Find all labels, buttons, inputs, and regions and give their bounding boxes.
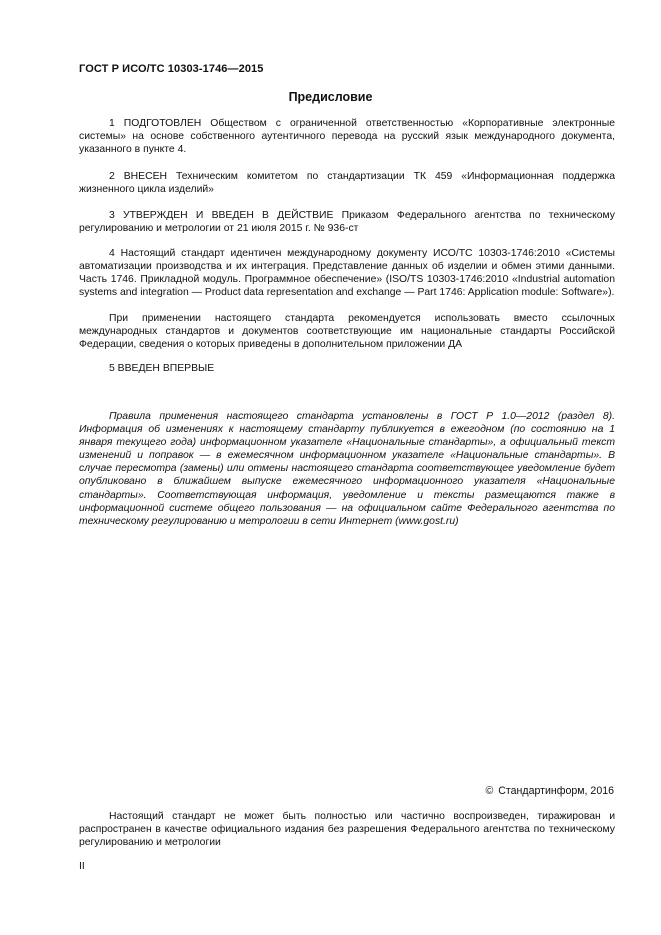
reproduction-restriction-note: Настоящий стандарт не может быть полностью или частично воспроизведен, тиражирован и распространен в качестве официального издания без разрешения Федерального агентства по техническому регулированию и метрологии — [79, 811, 615, 849]
copyright-line — [486, 785, 614, 797]
paragraph-references: При применении настоящего стандарта рекомендуется использовать вместо ссылочных международных стандартов и документов соответствующие им национальные стандарты Российской Федерации, сведения о которых приведены в дополнительном приложении ДА — [79, 313, 615, 350]
paragraph-identical: 4 Настоящий стандарт идентичен международному документу ИСО/ТС 10303-1746:2010 «Системы автоматизации производства и их интеграция. Представление данных об изделии и обмен этими данными. Часть 1746. Прикладной модуль. Программное обеспечение» (ISO/TS 10303-1746:2010 «Industrial automation systems and integration — Product data representation and exchange — Part 1746: Application module: Software»). — [79, 248, 615, 298]
paragraph-first-introduced: 5 ВВЕДЕН ВПЕРВЫЕ — [109, 363, 215, 374]
application-rules-notice: Правила применения настоящего стандарта установлены в ГОСТ Р 1.0—2012 (раздел 8). Информация об изменениях к настоящему стандарту публикуется в ежегодном (по состоянию на 1 января текущего года) информационном указателе «Национальные стандарты», а официальный текст изменений и поправок — в ежемесячном информационном указателе «Национальные стандарты». В случае пересмотра (замены) или отмены настоящего стандарта соответствующее уведомление будет опубликовано в ближайшем выпуске ежемесячного информационного указателя «Национальные стандарты». Соответствующая информация, уведомление и тексты размещаются также в информационной системе общего пользования — на официальном сайте Федерального агентства по техническому регулированию и метрологии в сети Интернет (www.gost.ru) — [79, 411, 615, 527]
paragraph-prepared: 1 ПОДГОТОВЛЕН Обществом с ограниченной ответственностью «Корпоративные электронные системы» на основе собственного аутентичного перевода на русский язык международного документа, указанного в пункте 4. — [79, 118, 615, 155]
paragraph-introduced: 2 ВНЕСЕН Техническим комитетом по стандартизации ТК 459 «Информационная поддержка жизненного цикла изделий» — [79, 171, 615, 195]
standard-code-header: ГОСТ Р ИСО/ТС 10303-1746—2015 — [79, 63, 264, 75]
copyright-text: Стандартинформ, 2016 — [498, 785, 614, 797]
page-title: Предисловие — [288, 90, 373, 104]
copyright-symbol: © — [485, 785, 494, 797]
page-number: II — [79, 861, 85, 872]
paragraph-approved: 3 УТВЕРЖДЕН И ВВЕДЕН В ДЕЙСТВИЕ Приказом Федерального агентства по техническому регулированию и метрологии от 21 июля 2015 г. № 936-ст — [79, 210, 615, 234]
